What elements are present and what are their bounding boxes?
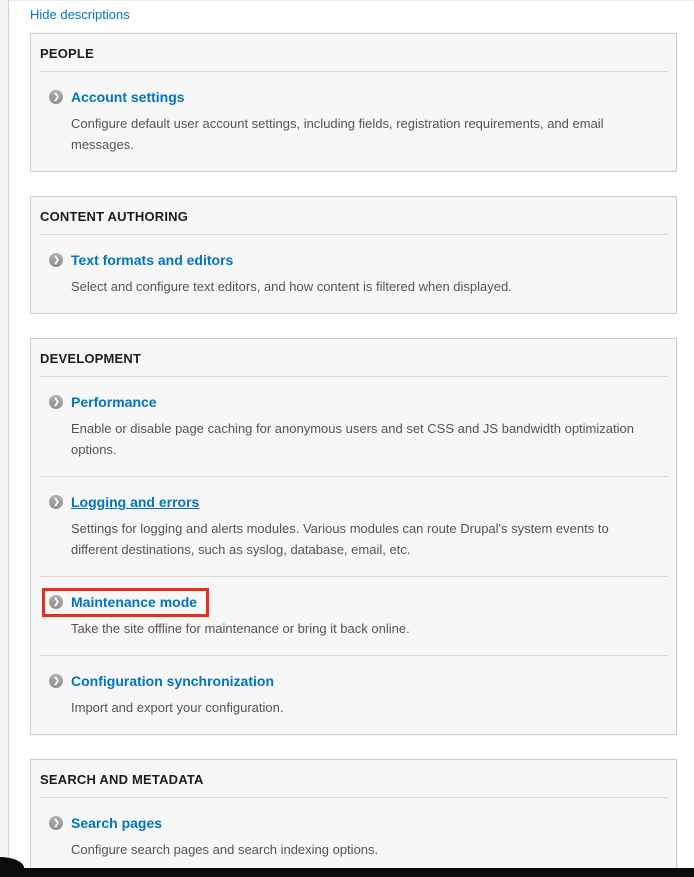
config-section bbox=[30, 33, 677, 172]
config-item-description: Take the site offline for maintenance or bring it back online. bbox=[71, 621, 410, 637]
config-item-link-row bbox=[42, 667, 286, 696]
config-item-link-row bbox=[42, 488, 211, 517]
screen-bottom-edge bbox=[0, 868, 694, 877]
config-item-link[interactable]: Performance bbox=[71, 394, 157, 411]
config-item-link-row bbox=[42, 588, 209, 617]
config-item-description: Configure default user account settings, including fields, registration requirements, and email messages. bbox=[71, 116, 604, 153]
chevron-right-circle-icon bbox=[49, 674, 63, 688]
config-item-description: Configure search pages and search indexing options. bbox=[71, 842, 379, 858]
chevron-right-circle-icon bbox=[49, 595, 63, 609]
config-section bbox=[30, 338, 677, 735]
chevron-right-circle-icon bbox=[49, 495, 63, 509]
chevron-glyph: ❯ bbox=[53, 497, 60, 507]
section-title: DEVELOPMENT bbox=[39, 339, 668, 377]
section-items bbox=[31, 798, 676, 876]
config-item bbox=[39, 377, 668, 476]
config-item-link-row bbox=[42, 246, 245, 275]
config-item-link[interactable]: Configuration synchronization bbox=[71, 673, 274, 690]
config-item-link[interactable]: Search pages bbox=[71, 815, 163, 832]
config-item-description: Settings for logging and alerts modules. Various modules can route Drupal's system events to different destinations, such as syslog, database, email, etc. bbox=[71, 521, 609, 558]
section-title: PEOPLE bbox=[39, 34, 668, 72]
chevron-right-circle-icon bbox=[49, 90, 63, 104]
window-left-edge bbox=[0, 0, 9, 877]
sections-container bbox=[30, 33, 677, 877]
config-item-description: Import and export your configuration. bbox=[71, 700, 284, 716]
config-item bbox=[39, 476, 668, 576]
config-item bbox=[39, 576, 668, 655]
config-item-description: Select and configure text editors, and how content is filtered when displayed. bbox=[71, 279, 512, 295]
config-item bbox=[39, 72, 668, 171]
config-item-description: Enable or disable page caching for anonymous users and set CSS and JS bandwidth optimization options. bbox=[71, 421, 634, 458]
config-section bbox=[30, 759, 677, 877]
chevron-right-circle-icon bbox=[49, 253, 63, 267]
config-item bbox=[39, 655, 668, 734]
section-title: CONTENT AUTHORING bbox=[39, 197, 668, 235]
config-item bbox=[39, 235, 668, 313]
config-section bbox=[30, 196, 677, 314]
section-title: SEARCH AND METADATA bbox=[39, 760, 668, 798]
chevron-glyph: ❯ bbox=[53, 255, 60, 265]
chevron-glyph: ❯ bbox=[53, 397, 60, 407]
section-items bbox=[31, 72, 676, 171]
hide-descriptions-link[interactable]: Hide descriptions bbox=[30, 7, 130, 22]
config-item-link-row bbox=[42, 809, 174, 838]
chevron-glyph: ❯ bbox=[53, 818, 60, 828]
chevron-glyph: ❯ bbox=[53, 92, 60, 101]
config-item-link-row bbox=[42, 388, 169, 417]
config-item-link[interactable]: Text formats and editors bbox=[71, 252, 234, 269]
chevron-glyph: ❯ bbox=[53, 676, 60, 686]
chevron-right-circle-icon bbox=[49, 395, 63, 409]
config-item bbox=[39, 798, 668, 876]
config-item-link[interactable]: Account settings bbox=[71, 89, 185, 105]
section-items bbox=[31, 235, 676, 313]
config-item-link-row bbox=[42, 83, 197, 112]
chevron-glyph: ❯ bbox=[53, 597, 60, 607]
chevron-right-circle-icon bbox=[49, 816, 63, 830]
config-item-link[interactable]: Maintenance mode bbox=[71, 594, 198, 611]
section-items bbox=[31, 377, 676, 734]
config-item-link[interactable]: Logging and errors bbox=[71, 494, 200, 511]
